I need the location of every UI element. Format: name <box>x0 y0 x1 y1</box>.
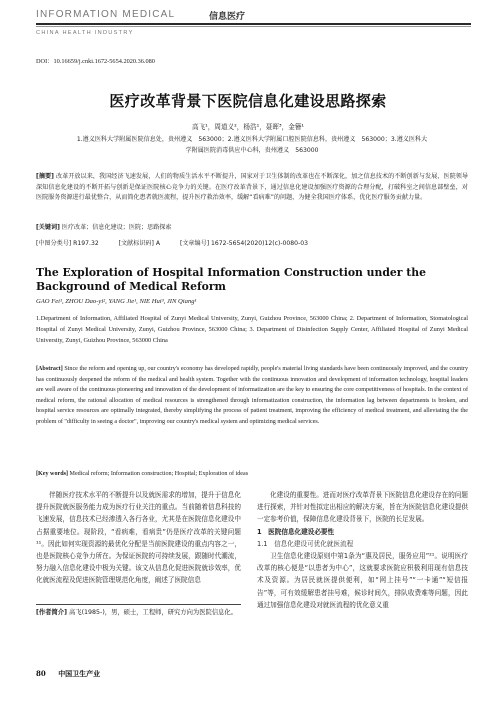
footnote-label: [作者简介] <box>36 609 67 616</box>
page-number: 80 <box>36 669 46 678</box>
abstract-en-label: [Abstract] <box>36 366 63 372</box>
abstract-cn <box>36 172 468 204</box>
keywords-cn-label: [关键词] <box>36 224 60 231</box>
author-footnote <box>36 604 241 618</box>
affiliation-line-1: 1.遵义医科大学附属医院信息处，贵州遵义 563000；2.遵义医科大学附属口腔医院信息科，贵州遵义 563000；3.遵义医科大 <box>76 136 428 143</box>
body-paragraph: 化建设的重要性。进而对医疗改革背景下医院信息化建设存在的问题进行探索，并针对性拟定出相应的解决方案，旨在为医院信息化建设提供一定参考价值，保障信息化建设背景下，医院的长足发展。 <box>257 491 468 524</box>
author-list: 高飞¹，周道义²，杨浩¹，聂晖³，金簪¹ <box>191 123 305 131</box>
page-footer <box>36 669 100 679</box>
body-paragraph: 卫生信息化建设原则中第1条为“惠及居民，服务应用”²¹。说明医疗改革的核心便是“以患者为中心”，这就要求医院应积极利用现有信息技术及资源。为居民就医提供便利，如“网上挂号”“一卡通”“短信报告”等，可有效缓解患者挂号难，候诊时间久，排队收费难等问题，因此通过加强信息化建设对就医流程的优化意义重 <box>257 552 468 609</box>
keywords-en-label: [Key words] <box>36 471 68 477</box>
journal-header <box>36 6 476 46</box>
body-left-column: 伴随医疗技术水平的不断提升以及就医需求的增加，提升于信息化提升医院就医服务能力成为医疗行业关注的重点。当前随着信息科技的飞速发展，信息技术已经渗透入各行各业，尤其是在医院信息化建设中占据重要地位。现阶段，“看病难，看病贵”仍是医疗改革的关键问题¹¹。因此如何实现资源的最优化分配是当前医院建设的重点内容之一，也是医院核心竞争力所在。为保证医院的可持续发展，跟随时代潮流，努力融入信息化建设中极为关键。该文从信息化促进医院就诊效率，优化就医流程及促进医院管理规范化角度，阐述了医院信息 <box>36 491 241 585</box>
section-heading: 1 医院信息化建设必要性 <box>257 527 335 536</box>
subsection-heading: 1.1 信息化建设可优化就医流程 <box>257 539 354 548</box>
classification-line <box>36 239 468 250</box>
article-title-en: The Exploration of Hospital Information Construction under the Background of Medical Reform <box>36 266 426 293</box>
affiliations <box>36 134 468 156</box>
article-title: 医疗改革背景下医院信息化建设思路探索 <box>109 92 387 110</box>
keywords-cn <box>36 223 468 234</box>
body-right-column <box>257 489 468 611</box>
keywords-en-text: Medical reform; Information construction; Hospital; Exploration of ideas <box>69 471 249 477</box>
abstract-en-text: Since the reform and opening up, our country's economy has developed rapidly, people's material living standards have been continuously improved, and the country has continuously deepened the reform of the medical and health system. Together with the continuous innovation and development of information technology, hospital leaders are well aware of the continuous pioneering and innovation of the development of informatization are the key to ensuring the core competitiveness of hospitals. In the context of medical reform, the rational allocation of medical resources is strengthened through informatization construction, the information lag between departments is broken, and hospital service resources are optimally integrated, thereby simplifying the process of patient treatment, improving the efficiency of medical treatment, and alleviating the the problem of "difficulty in seeing a doctor", improving our country's medical system and optimizing medical services. <box>36 366 469 425</box>
affiliations-en: 1.Department of Information, Affiliated Hospital of Zunyi Medical University, Zunyi, Guizhou Province, 563000 China; 2. Department of Information, Stomatological Hospital of Zunyi Medical University, Zunyi, Guizhou Province, 563000 China; 3. Department of Disinfection Supply Center, Affiliated Hospital of Zunyi Medical University, Zunyi, Guizhou Province, 563000 China <box>36 315 468 344</box>
footer-journal: 中国卫生产业 <box>58 669 101 678</box>
journal-section-cn: 信息医疗 <box>209 12 246 22</box>
abstract-cn-label: [摘要] <box>36 173 54 180</box>
footnote-text: 高飞(1985-)，男，硕士，工程师，研究方向为医院信息化。 <box>68 609 238 616</box>
journal-name-en: INFORMATION MEDICAL <box>36 9 176 20</box>
document-code: [文献标识码] A <box>118 240 160 247</box>
clc-number: [中图分类号] R197.32 <box>36 240 99 247</box>
keywords-cn-text: 医疗改革；信息化建设；医院；思路探索 <box>61 224 172 231</box>
author-list-en: GAO Fei¹, ZHOU Dao-yi², YANG Jie¹, NIE Hui³, JIN Qiang¹ <box>36 298 197 305</box>
article-number: [文章编号] 1672-5654(2020)12(c)-0080-03 <box>179 240 309 247</box>
abstract-cn-text: 改革开放以来，我国经济飞速发展，人们的物质生活水平不断提升，国家对于卫生体制的改革也在不断深化，加之信息技术的不断创新与发展，医院领导深知信息化建设的不断开拓与创新是保证医院核心竞争力的关键。在医疗改革背景下，通过信息化建设加强医疗资源的合理分配，打破科室之间信息部壁垒，对医院服务资源进行最优整合，从而简化患者就医流程，提升医疗救治效率，缓解“看病难”的问题，为健全我国医疗体系，优化医疗服务贡献力量。 <box>36 173 469 201</box>
journal-subtitle: CHINA HEALTH INDUSTRY <box>36 30 134 36</box>
header-rule <box>36 23 471 25</box>
abstract-en <box>36 364 468 427</box>
keywords-en <box>36 471 468 477</box>
affiliation-line-2: 学附属医院消毒供应中心科，贵州遵义 563000 <box>185 147 319 154</box>
doi-line: DOI：10.16659/j.cnki.1672-5654.2020.36.080 <box>36 58 155 65</box>
header-rule-thin <box>36 26 471 27</box>
